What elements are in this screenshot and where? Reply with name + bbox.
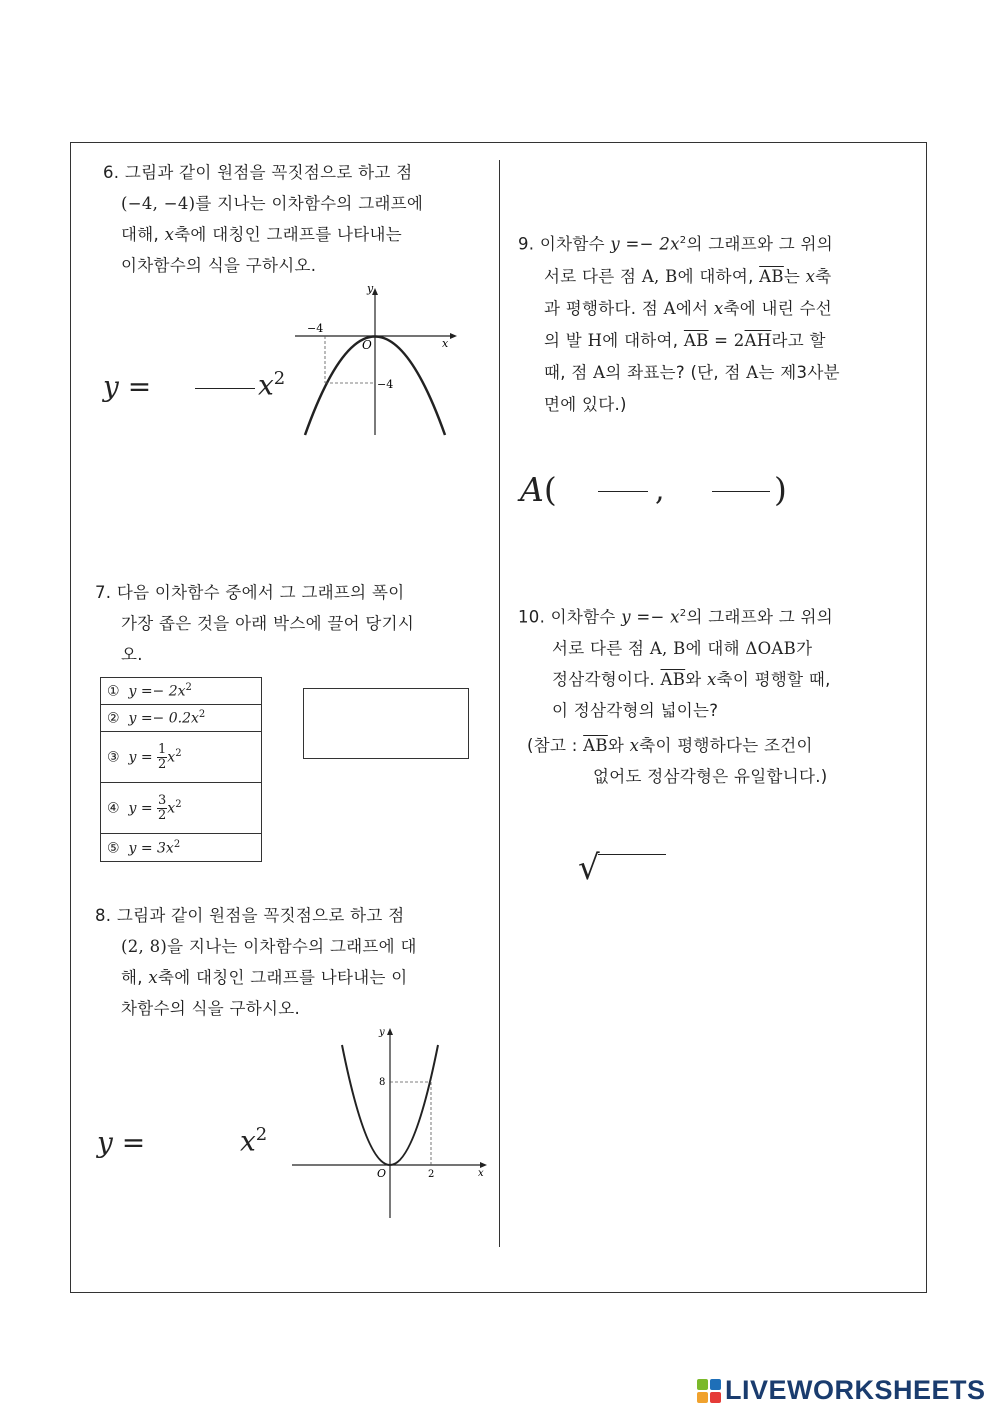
q10-note-line2: 없어도 정삼각형은 유일합니다.) [593, 767, 828, 786]
q6-answer-x: $x^2$ [258, 368, 286, 402]
question-7 [95, 577, 480, 670]
sqrt-icon: √ [578, 848, 600, 888]
q6-point: (−4, −4) [121, 194, 196, 213]
q9-line6: 면에 있다.) [544, 394, 627, 414]
q9-answer-blank-x[interactable] [598, 491, 648, 492]
q10-sqrt-answer[interactable] [578, 848, 668, 892]
logo-text: LIVEWORKSHEETS [725, 1375, 986, 1405]
q6-label-m4y: −4 [377, 378, 394, 391]
q8-answer-lhs: y = [97, 1126, 146, 1159]
q6-label-y: y [367, 283, 374, 295]
q9-answer-blank-y[interactable] [712, 491, 770, 492]
q6-graph [295, 283, 465, 438]
q8-answer-x: $x^2$ [240, 1124, 268, 1158]
q8-point: (2, 8) [121, 937, 168, 956]
q6-line1: 6. 그림과 같이 원점을 꼭짓점으로 하고 점 [103, 163, 413, 182]
q7-line2: 가장 좁은 것을 아래 박스에 끌어 당기시 [121, 614, 415, 633]
q6-line4: 이차함수의 식을 구하시오. [121, 256, 317, 275]
q9-answer-a: A( [520, 470, 557, 509]
q8-label-2: 2 [428, 1169, 435, 1180]
q8-label-o: O [377, 1167, 387, 1180]
q8-label-y: y [379, 1027, 385, 1038]
q7-drop-box[interactable] [303, 688, 469, 759]
q7-options-table [100, 677, 262, 862]
q6-label-m4x: −4 [307, 322, 324, 335]
question-9: 9. 이차함수 $y =- 2x^2$의 그래프와 그 위의 서로 다른 점 A, B에 대하여, $\overline{AB}$는 x축 과 평행하다. 점 A에서 x축에 내린 수선 의 발 H에 대하여, $\overline{AB} = 2\overline{AH}$라고 할 때, 점 A의 좌표는? (단, 점 A는 제3사분 면에 있다.) [518, 225, 908, 421]
q7-line1: 7. 다음 이차함수 중에서 그 그래프의 폭이 [95, 583, 405, 602]
q7-option-2[interactable]: ② $y =- 0.2x^2$ [101, 705, 262, 732]
q7-option-4[interactable]: ④ y = $\frac{3}{2}$ $x^2$ [101, 783, 262, 834]
question-6: 6. 그림과 같이 원점을 꼭짓점으로 하고 점 (−4, −4)를 지나는 이차함수의 그래프에 대해, x축에 대칭인 그래프를 나타내는 이차함수의 식을 구하시오. [103, 157, 473, 281]
q9-answer-close: ) [774, 470, 787, 509]
q8-answer-blank[interactable] [165, 1122, 231, 1162]
logo-tiles-icon [697, 1379, 721, 1403]
q6-answer-blank[interactable] [195, 388, 255, 389]
q8-line4: 차함수의 식을 구하시오. [121, 999, 301, 1018]
q7-option-5[interactable]: ⑤ $y = 3x^2$ [101, 834, 262, 862]
q7-option-1[interactable]: ① $y =- 2x^2$ [101, 678, 262, 705]
q8-label-8: 8 [379, 1077, 386, 1088]
q6-answer-lhs: y = [103, 370, 152, 403]
q8-line1: 8. 그림과 같이 원점을 꼭짓점으로 하고 점 [95, 906, 405, 925]
q9-answer-comma: , [655, 473, 665, 508]
column-divider [499, 160, 500, 1247]
q8-label-x: x [478, 1168, 484, 1179]
q8-graph [292, 1023, 492, 1223]
q7-option-3[interactable]: ③ y = $\frac{1}{2}$ $x^2$ [101, 732, 262, 783]
q10-line4: 이 정삼각형의 넓이는? [552, 700, 719, 720]
q6-label-o: O [362, 338, 372, 352]
q6-label-x: x [442, 337, 449, 350]
question-8: 8. 그림과 같이 원점을 꼭짓점으로 하고 점 (2, 8)을 지나는 이차함수의 그래프에 대 해, x축에 대칭인 그래프를 나타내는 이 차함수의 식을 구하시오. [95, 900, 480, 1024]
q7-line3: 오. [121, 645, 143, 664]
q10-note: (참고 : $\overline{AB}$와 x축이 평행하다는 조건이 없어도 정삼각형은 유일합니다.) [527, 730, 907, 792]
question-10: 10. 이차함수 $y =- x^2$의 그래프와 그 위의 서로 다른 점 A, B에 대해 ΔOAB가 정삼각형이다. $\overline{AB}$와 x축이 평행할 때, 이 정삼각형의 넓이는? [518, 598, 908, 726]
liveworksheets-logo [697, 1375, 986, 1406]
